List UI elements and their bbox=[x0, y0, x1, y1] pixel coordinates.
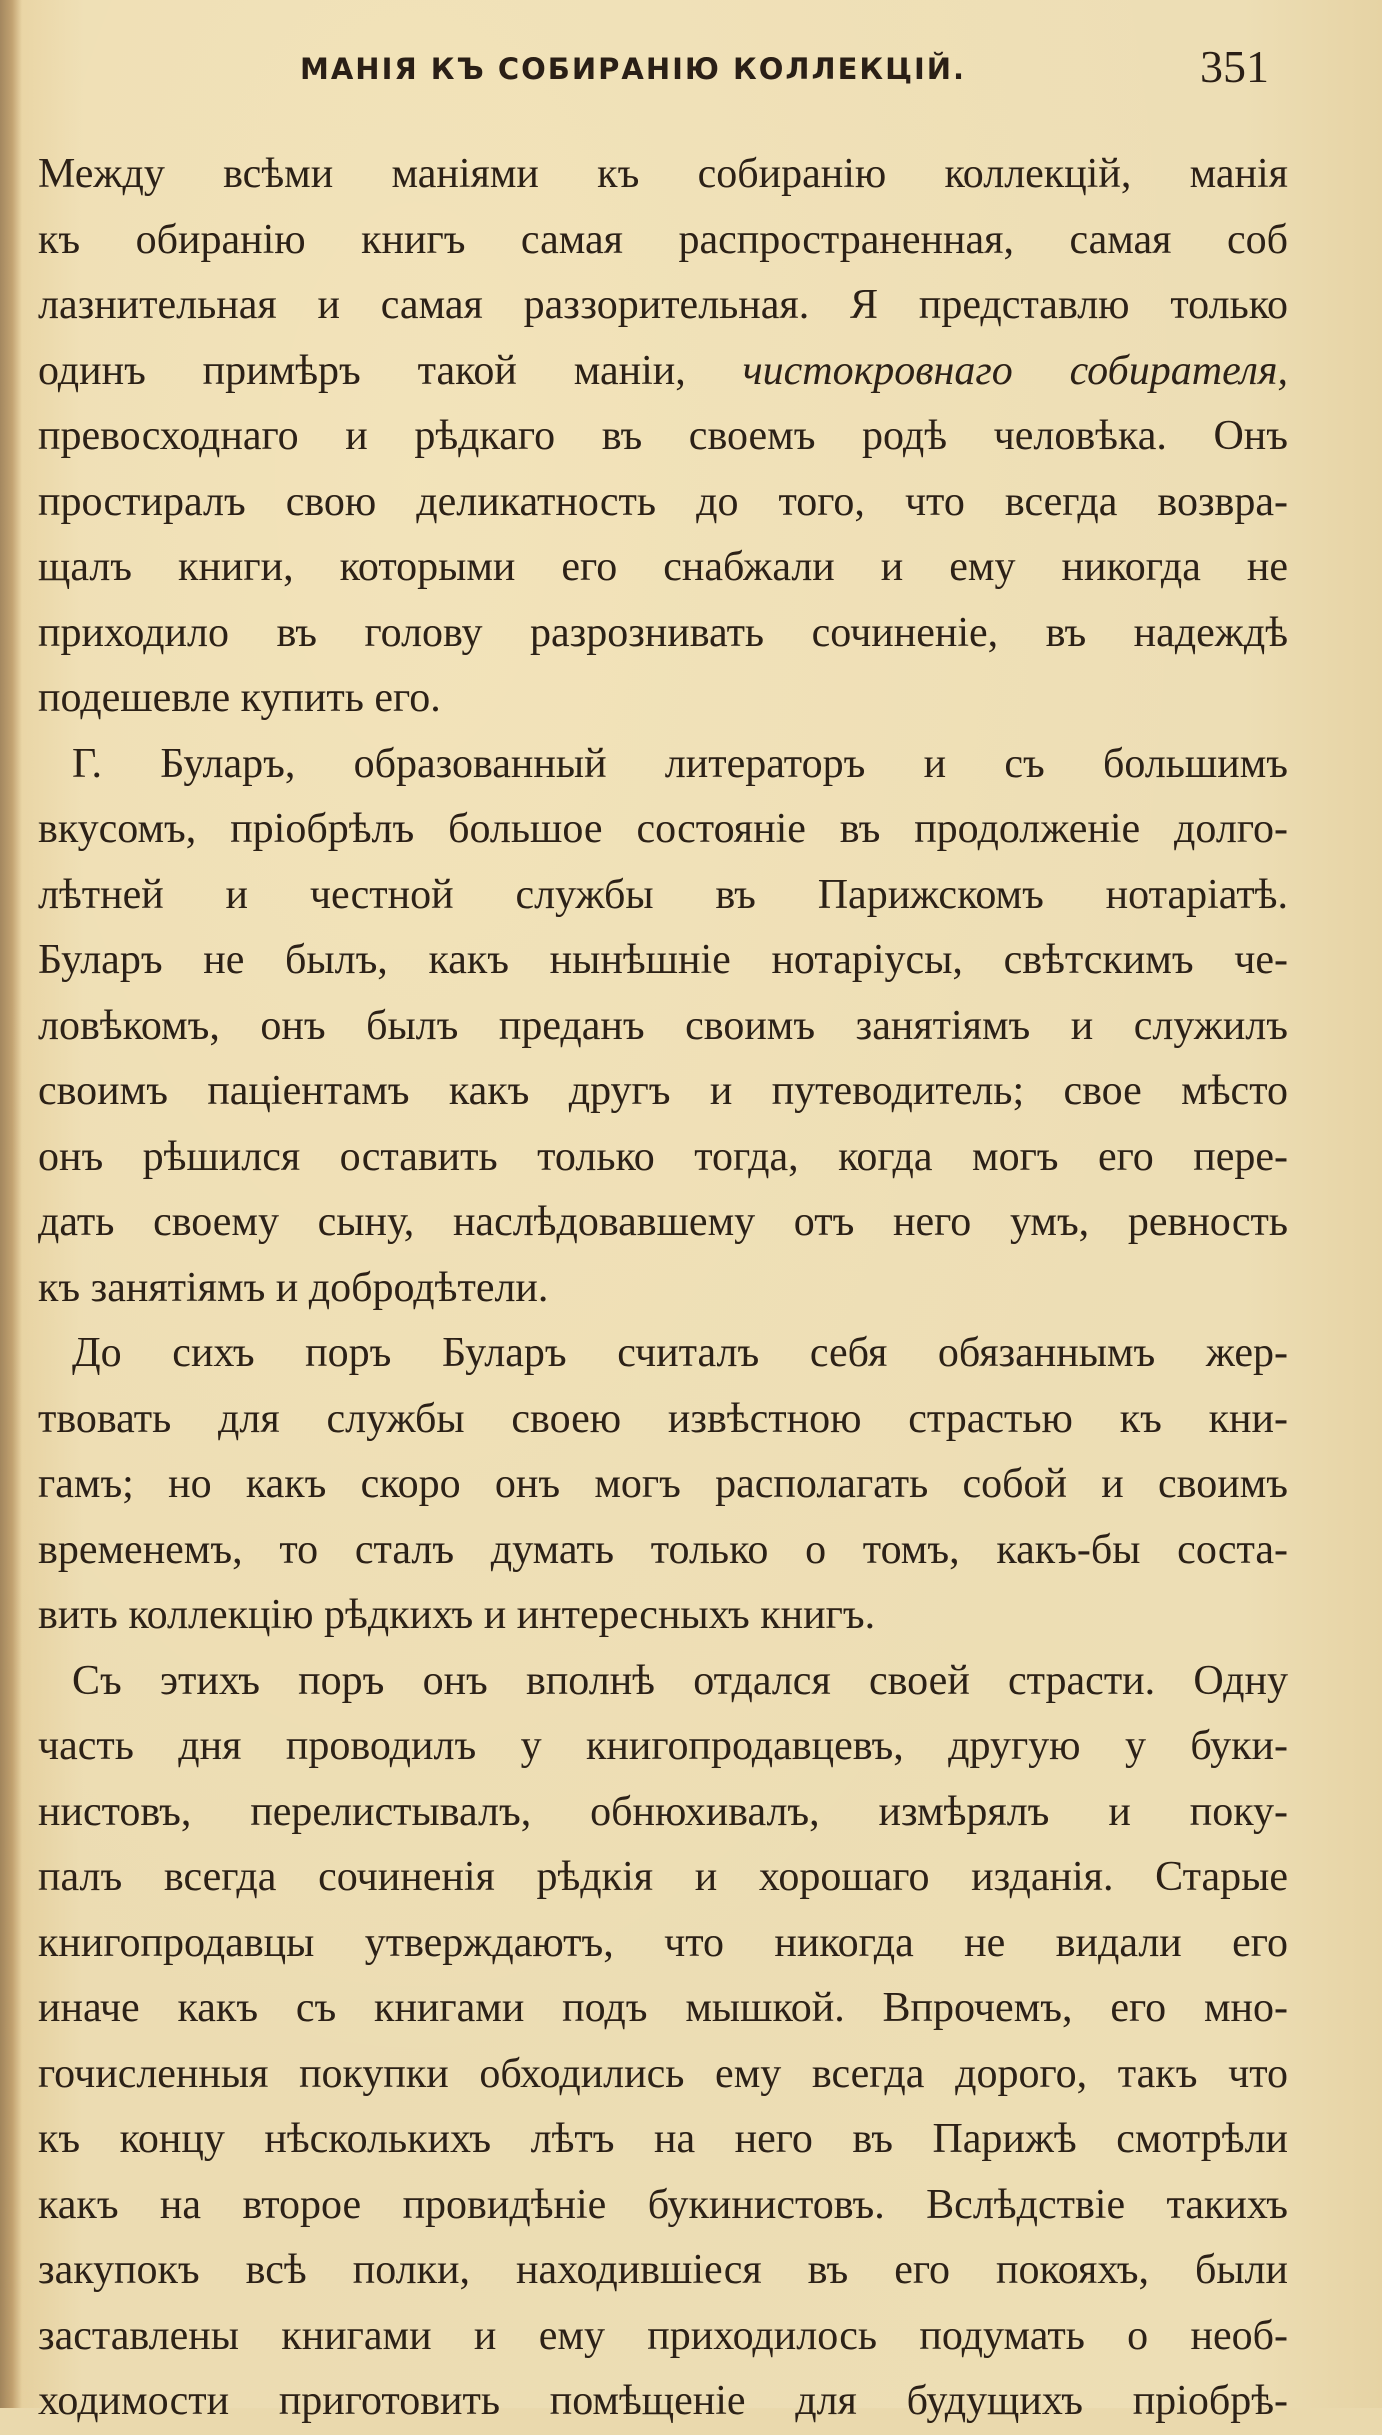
text-line: временемъ, то сталъ думать только о томъ, какъ-бы соста- bbox=[38, 1526, 1288, 1573]
text-line: Буларъ не былъ, какъ нынѣшніе нотаріусы, свѣтскимъ че- bbox=[38, 937, 1288, 983]
page-number: 351 bbox=[1200, 41, 1269, 92]
text-line: своимъ паціентамъ какъ другъ и путеводитель; свое мѣсто bbox=[38, 1068, 1288, 1114]
text-line-start: одинъ примѣръ такой маніи, bbox=[38, 347, 743, 394]
paragraph-start: Съ этихъ поръ онъ вполнѣ отдался своей страсти. Одну bbox=[72, 1657, 1288, 1704]
text-line: гамъ; но какъ скоро онъ могъ располагать собой и своимъ bbox=[38, 1461, 1288, 1507]
running-title: МАНІЯ КЪ СОБИРАНІЮ КОЛЛЕКЦІЙ. bbox=[300, 52, 967, 86]
text-line: гочисленныя покупки обходились ему всегда дорого, такъ что bbox=[38, 2050, 1288, 2097]
text-line: къ занятіямъ и добродѣтели. bbox=[38, 1264, 549, 1311]
paragraph-start: Г. Буларъ, образованный литераторъ и съ большимъ bbox=[72, 740, 1288, 787]
text-line: вить коллекцію рѣдкихъ и интересныхъ книгъ. bbox=[38, 1592, 876, 1638]
text-line: палъ всегда сочиненія рѣдкія и хорошаго изданія. Старые bbox=[38, 1854, 1288, 1900]
italic-phrase: чистокровнаго собирателя, bbox=[742, 347, 1288, 394]
text-line: заставлены книгами и ему приходилось подумать о необ- bbox=[38, 2312, 1288, 2359]
text-line: вкусомъ, пріобрѣлъ большое состояніе въ продолженіе долго- bbox=[38, 806, 1288, 852]
paragraph-start: До сихъ поръ Буларъ считалъ себя обязаннымъ жер- bbox=[72, 1330, 1288, 1376]
text-line: онъ рѣшился оставить только тогда, когда могъ его пере- bbox=[38, 1133, 1288, 1180]
body-text bbox=[38, 142, 1288, 2435]
text-line: твовать для службы своею извѣстною страстью къ кни- bbox=[38, 1395, 1288, 1442]
text-line: какъ на второе провидѣніе букинистовъ. Вслѣдствіе такихъ bbox=[38, 2181, 1288, 2228]
text-line: ходимости приготовить помѣщеніе для будущихъ пріобрѣ- bbox=[38, 2378, 1288, 2424]
text-line: закупокъ всѣ полки, находившіеся въ его покояхъ, были bbox=[38, 2247, 1288, 2293]
text-line: щалъ книги, которыми его снабжали и ему никогда не bbox=[38, 544, 1288, 590]
text-line bbox=[38, 339, 1288, 405]
page-header bbox=[0, 38, 1382, 108]
text-line: приходило въ голову разрознивать сочиненіе, въ надеждѣ bbox=[38, 609, 1288, 656]
text-line: книгопродавцы утверждаютъ, что никогда не видали его bbox=[38, 1919, 1288, 1966]
text-line: часть дня проводилъ у книгопродавцевъ, другую у буки- bbox=[38, 1723, 1288, 1769]
text-line: къ обиранію книгъ самая распространенная, самая соб bbox=[38, 216, 1288, 263]
text-line: къ концу нѣсколькихъ лѣтъ на него въ Парижѣ смотрѣли bbox=[38, 2116, 1288, 2162]
text-line: Между всѣми маніями къ собиранію коллекцій, манія bbox=[38, 151, 1288, 197]
text-line: дать своему сыну, наслѣдовавшему отъ него умъ, ревность bbox=[38, 1199, 1288, 1245]
text-line: подешевле купить его. bbox=[38, 675, 441, 721]
text-line: лазнительная и самая раззорительная. Я представлю только bbox=[38, 282, 1288, 328]
book-spine-shadow bbox=[0, 0, 22, 2408]
text-line: лѣтней и честной службы въ Парижскомъ нотаріатѣ. bbox=[38, 871, 1288, 918]
text-line: иначе какъ съ книгами подъ мышкой. Впрочемъ, его мно- bbox=[38, 1985, 1288, 2031]
text-line: простиралъ свою деликатность до того, что всегда возвра- bbox=[38, 478, 1288, 525]
text-line: превосходнаго и рѣдкаго въ своемъ родѣ человѣка. Онъ bbox=[38, 413, 1288, 459]
text-line: ловѣкомъ, онъ былъ преданъ своимъ занятіямъ и служилъ bbox=[38, 1002, 1288, 1049]
text-line: нистовъ, перелистывалъ, обнюхивалъ, измѣрялъ и поку- bbox=[38, 1788, 1288, 1835]
